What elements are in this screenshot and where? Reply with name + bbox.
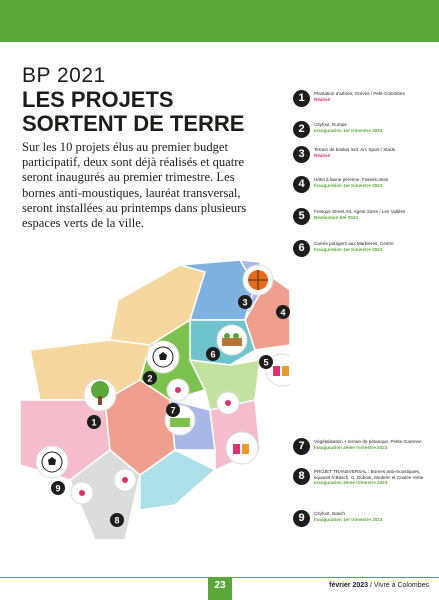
legend-name: Plantation d'arbres, Grèves / Petit-Colombes xyxy=(314,91,405,96)
svg-text:5: 5 xyxy=(263,357,269,368)
page-number: 23 xyxy=(208,577,232,600)
number-badge: 7 xyxy=(293,438,310,455)
legend-status: Inauguration 1er trimestre 2023 xyxy=(314,516,383,522)
football-icon-2 xyxy=(36,446,68,478)
map-marker-7 xyxy=(166,403,180,417)
basketball-icon xyxy=(243,265,273,295)
district-map xyxy=(0,250,290,550)
mosquito-icon-2 xyxy=(114,469,136,491)
legend-status: Inauguration 1er trimestre 2023 xyxy=(314,246,383,252)
legend-name: Hôtel à faune pérenne, Fossés-Jean xyxy=(314,177,389,182)
legend-name: PROJET TRANSVERSAL : Bornes anti-moustiques, squares V.Basch, G. Dubost, Moderic et Coulée Verte xyxy=(314,469,424,480)
legend-status: Réalisé xyxy=(314,96,331,102)
legend-status: Inauguration 2ème trimestre 2023 xyxy=(314,444,388,450)
number-badge: 9 xyxy=(293,510,310,527)
legend-name: Terrain de basket 3x3, Arc Sport / Stade xyxy=(314,147,396,152)
map-marker-5 xyxy=(259,355,273,369)
number-badge: 4 xyxy=(293,176,310,193)
top-banner xyxy=(0,0,439,42)
legend-name: Cityfoot, Europe xyxy=(314,122,347,127)
footer-publication: Vivre à Colombes xyxy=(373,582,429,589)
map-marker-9 xyxy=(51,481,65,495)
svg-text:6: 6 xyxy=(210,349,216,360)
garden-box-icon xyxy=(217,325,247,355)
footer-date: février 2023 xyxy=(329,582,369,589)
svg-text:8: 8 xyxy=(114,515,120,526)
map-marker-4 xyxy=(276,305,290,319)
number-badge: 6 xyxy=(293,240,310,257)
svg-text:1: 1 xyxy=(91,417,97,428)
mosquito-icon-4 xyxy=(217,392,239,414)
map-marker-6 xyxy=(206,347,220,361)
number-badge: 3 xyxy=(293,146,310,163)
legend-name: Cityfoot, Basch xyxy=(314,511,345,516)
legend-name: Végétalisation + terrain de pétanque, Petite-Garenne xyxy=(314,439,422,444)
intro-paragraph: Sur les 10 projets élus au premier budget participatif, deux sont déjà réalisés et quatre seront inaugurés au premier trimestre. Les bornes anti-moustiques, lauréat transversal, seront installées au printemps dans plusieurs espaces verts de la ville. xyxy=(22,140,247,231)
mosquito-icon xyxy=(71,482,93,504)
legend-name: Carrés potagers aux Marbières, Centre xyxy=(314,241,394,246)
page-title: LES PROJETS SORTENT DE TERRE xyxy=(22,87,245,136)
legend-name: Fresque Street Art, Agent Sarre / Les Vallées xyxy=(314,209,406,214)
number-badge: 5 xyxy=(293,208,310,225)
paint-cans-icon-2 xyxy=(226,432,258,464)
map-marker-2 xyxy=(143,371,157,385)
football-icon xyxy=(147,341,179,373)
kicker: BP 2021 xyxy=(22,64,106,87)
map-marker-3 xyxy=(238,295,252,309)
svg-text:7: 7 xyxy=(170,405,176,416)
number-badge: 2 xyxy=(293,121,310,138)
tree-icon xyxy=(84,379,116,411)
legend-status: Inauguration 1er trimestre 2023 xyxy=(314,127,383,133)
map-marker-1 xyxy=(87,415,101,429)
svg-text:4: 4 xyxy=(280,307,286,318)
map-marker-8 xyxy=(110,513,124,527)
legend-status: Réalisation été 2023 xyxy=(314,214,358,220)
number-badge: 8 xyxy=(293,468,310,485)
svg-text:2: 2 xyxy=(147,373,153,384)
mosquito-icon-3 xyxy=(167,379,189,401)
legend-status: Inauguration 2ème trimestre 2023 xyxy=(314,480,388,486)
svg-text:3: 3 xyxy=(242,297,248,308)
footer-credit: février 2023 / Vivre à Colombes xyxy=(329,582,429,589)
svg-text:9: 9 xyxy=(55,483,61,494)
legend-status: Réalisé xyxy=(314,152,331,158)
legend-status: Inauguration 1er trimestre 2023 xyxy=(314,182,383,188)
number-badge: 1 xyxy=(293,90,310,107)
